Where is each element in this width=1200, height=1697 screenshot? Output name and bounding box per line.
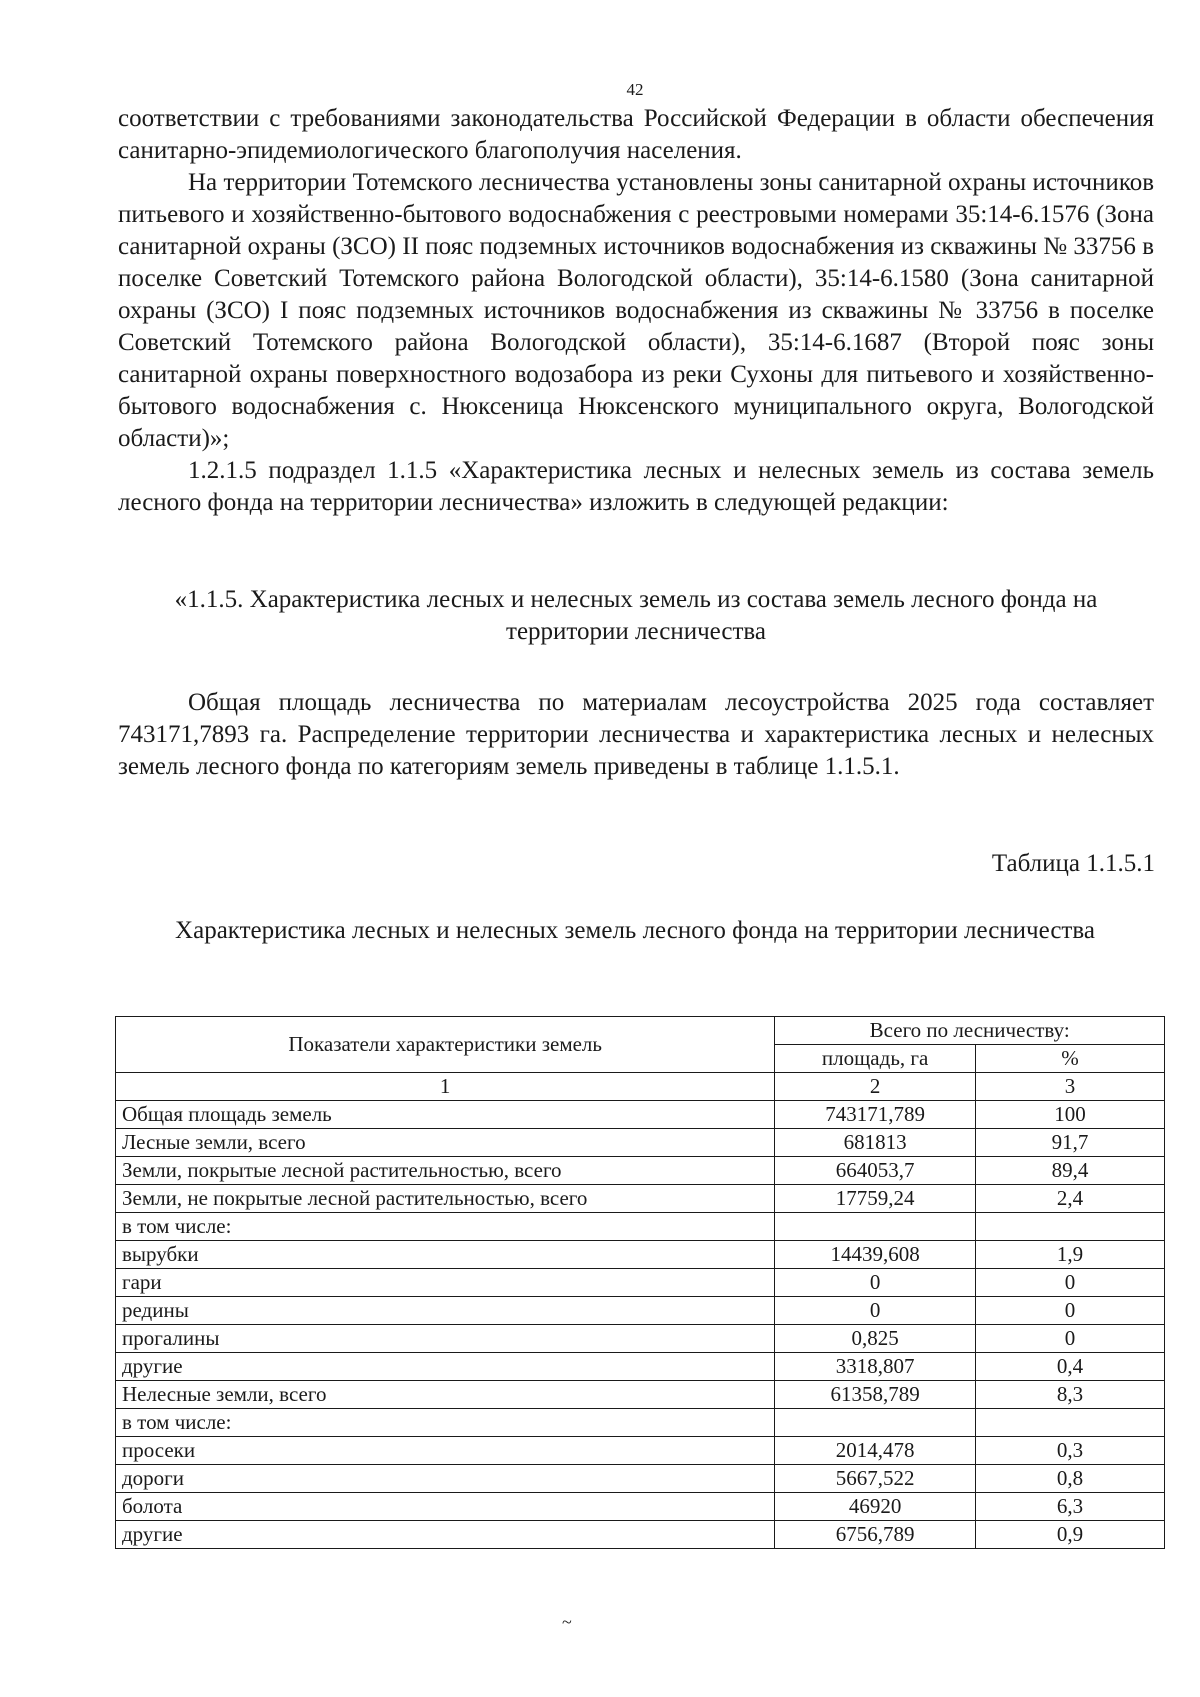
table-row xyxy=(116,1409,1165,1437)
row-percent: 8,3 xyxy=(975,1381,1164,1409)
header-total: Всего по лесничеству: xyxy=(775,1017,1165,1045)
row-label: другие xyxy=(116,1521,775,1549)
row-label: дороги xyxy=(116,1465,775,1493)
row-percent: 1,9 xyxy=(975,1241,1164,1269)
table-row xyxy=(116,1493,1165,1521)
land-characteristics-table xyxy=(115,1016,1165,1549)
row-label: в том числе: xyxy=(116,1213,775,1241)
row-label: другие xyxy=(116,1353,775,1381)
header-percent: % xyxy=(975,1045,1164,1073)
column-number: 3 xyxy=(975,1073,1164,1101)
row-label: Земли, не покрытые лесной растительностью, всего xyxy=(116,1185,775,1213)
row-area xyxy=(775,1213,976,1241)
table-row xyxy=(116,1521,1165,1549)
row-percent: 0,3 xyxy=(975,1437,1164,1465)
row-label: гари xyxy=(116,1269,775,1297)
table-row xyxy=(116,1297,1165,1325)
table-row xyxy=(116,1325,1165,1353)
row-label: вырубки xyxy=(116,1241,775,1269)
table-row xyxy=(116,1101,1165,1129)
row-area: 6756,789 xyxy=(775,1521,976,1549)
row-percent: 2,4 xyxy=(975,1185,1164,1213)
table-row xyxy=(116,1381,1165,1409)
row-percent xyxy=(975,1409,1164,1437)
row-percent: 6,3 xyxy=(975,1493,1164,1521)
row-label: редины xyxy=(116,1297,775,1325)
table-row xyxy=(116,1213,1165,1241)
table-row xyxy=(116,1353,1165,1381)
row-area: 14439,608 xyxy=(775,1241,976,1269)
table-row xyxy=(116,1129,1165,1157)
row-area xyxy=(775,1409,976,1437)
row-label: в том числе: xyxy=(116,1409,775,1437)
body-text xyxy=(118,103,1154,519)
row-label: Лесные земли, всего xyxy=(116,1129,775,1157)
table-row xyxy=(116,1437,1165,1465)
header-indicators: Показатели характеристики земель xyxy=(116,1017,775,1073)
table-title: Характеристика лесных и нелесных земель лесного фонда на территории лесничества xyxy=(175,917,1095,944)
row-percent: 89,4 xyxy=(975,1157,1164,1185)
row-label: прогалины xyxy=(116,1325,775,1353)
row-percent: 0 xyxy=(975,1269,1164,1297)
paragraph-sanitary-zones: На территории Тотемского лесничества установлены зоны санитарной охраны источников питьевого и хозяйственно-бытового водоснабжения с реестровыми номерами 35:14-6.1576 (Зона санитарной охраны (ЗСО) II пояс подземных источников водоснабжения из скважины № 33756 в поселке Советский Тотемского района Вологодской области), 35:14-6.1580 (Зона санитарной охраны (ЗСО) I пояс подземных источников водоснабжения из скважины № 33756 в поселке Советский Тотемского района Вологодской области), 35:14-6.1687 (Второй пояс зоны санитарной охраны поверхностного водозабора из реки Сухоны для питьевого и хозяйственно-бытового водоснабжения с. Нюксеница Нюксенского муниципального округа, Вологодской области)»; xyxy=(118,169,1154,452)
table-number: Таблица 1.1.5.1 xyxy=(991,850,1155,877)
table-row xyxy=(116,1241,1165,1269)
area-text xyxy=(118,687,1154,783)
row-area: 0,825 xyxy=(775,1325,976,1353)
row-percent: 100 xyxy=(975,1101,1164,1129)
row-area: 17759,24 xyxy=(775,1185,976,1213)
table-body xyxy=(116,1101,1165,1549)
table-row xyxy=(116,1269,1165,1297)
row-label: Общая площадь земель xyxy=(116,1101,775,1129)
row-area: 0 xyxy=(775,1269,976,1297)
row-percent: 0,8 xyxy=(975,1465,1164,1493)
table-row xyxy=(116,1185,1165,1213)
page-number: 42 xyxy=(626,80,644,99)
row-percent: 91,7 xyxy=(975,1129,1164,1157)
paragraph-total-area: Общая площадь лесничества по материалам лесоустройства 2025 года составляет 743171,7893 га. Распределение территории лесничества и характеристика лесных и нелесных земель лесного фонда по категориям земель приведены в таблице 1.1.5.1. xyxy=(118,689,1154,780)
row-percent xyxy=(975,1213,1164,1241)
row-area: 3318,807 xyxy=(775,1353,976,1381)
table-row xyxy=(116,1465,1165,1493)
row-area: 46920 xyxy=(775,1493,976,1521)
row-area: 5667,522 xyxy=(775,1465,976,1493)
row-label: болота xyxy=(116,1493,775,1521)
paragraph-amendment: 1.2.1.5 подраздел 1.1.5 «Характеристика лесных и нелесных земель из состава земель лесного фонда на территории лесничества» изложить в следующей редакции: xyxy=(118,457,1154,516)
row-label: Нелесные земли, всего xyxy=(116,1381,775,1409)
column-number: 1 xyxy=(116,1073,775,1101)
row-label: Земли, покрытые лесной растительностью, всего xyxy=(116,1157,775,1185)
row-area: 2014,478 xyxy=(775,1437,976,1465)
row-label: просеки xyxy=(116,1437,775,1465)
header-area: площадь, га xyxy=(775,1045,976,1073)
row-area: 664053,7 xyxy=(775,1157,976,1185)
row-area: 743171,789 xyxy=(775,1101,976,1129)
footer-mark: ~ xyxy=(562,1612,572,1632)
row-percent: 0 xyxy=(975,1297,1164,1325)
row-area: 681813 xyxy=(775,1129,976,1157)
row-percent: 0 xyxy=(975,1325,1164,1353)
row-percent: 0,9 xyxy=(975,1521,1164,1549)
row-area: 61358,789 xyxy=(775,1381,976,1409)
row-area: 0 xyxy=(775,1297,976,1325)
paragraph-continuation: соответствии с требованиями законодательства Российской Федерации в области обеспечения санитарно-эпидемиологического благополучия населения. xyxy=(118,105,1154,164)
row-percent: 0,4 xyxy=(975,1353,1164,1381)
column-number: 2 xyxy=(775,1073,976,1101)
section-heading: «1.1.5. Характеристика лесных и нелесных земель из состава земель лесного фонда на территории лесничества xyxy=(174,586,1098,645)
table-row xyxy=(116,1157,1165,1185)
